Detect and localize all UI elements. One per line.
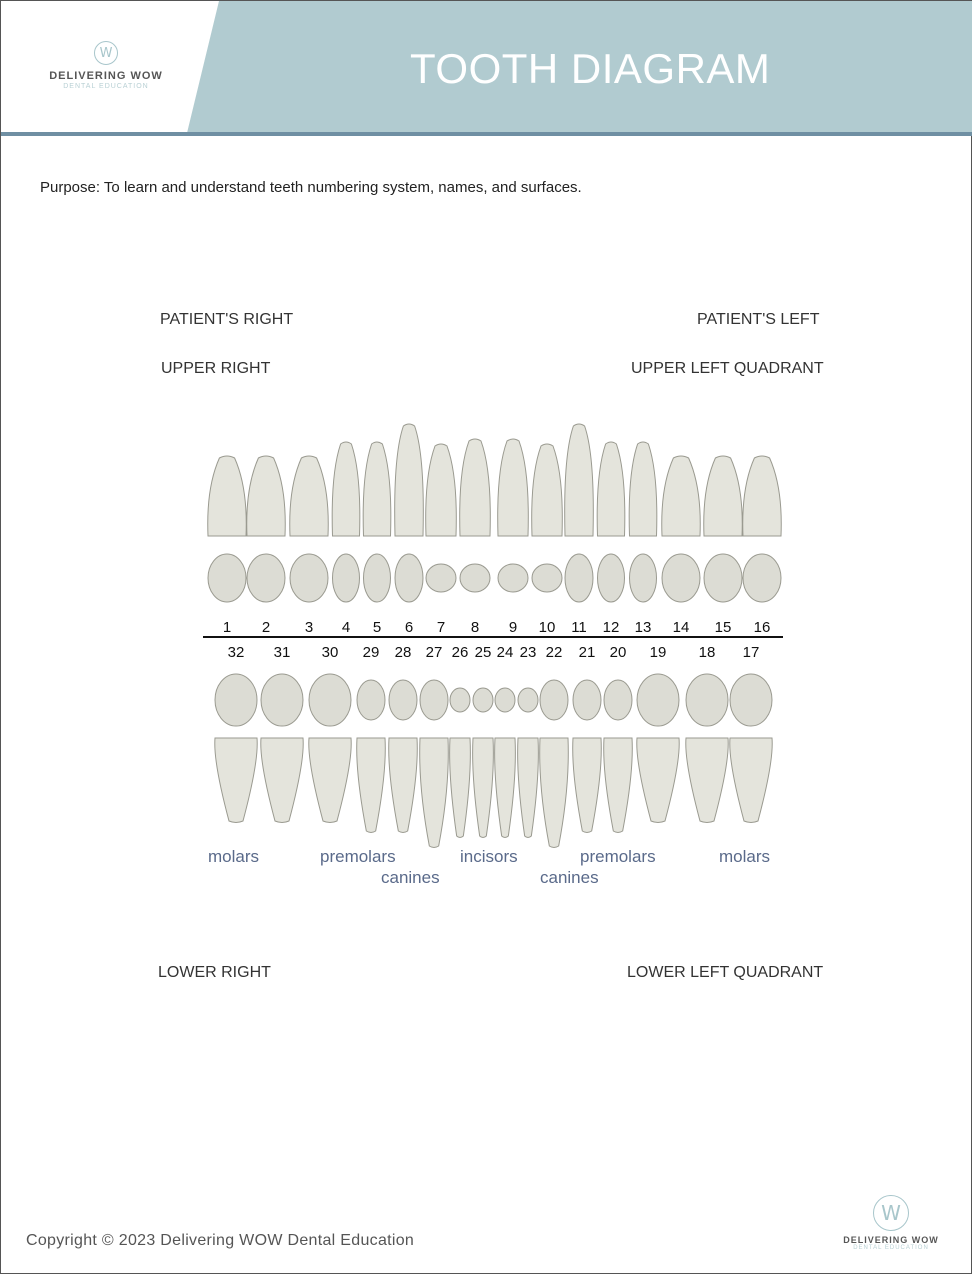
upper-left-label: UPPER LEFT QUADRANT [631,360,824,377]
tooth-24 [495,644,516,838]
tooth-number: 26 [451,644,469,661]
tooth-2 [247,456,286,636]
tooth-number: 25 [474,644,492,661]
tooth-number: 15 [714,619,732,636]
logo-w-icon: W [873,1195,909,1231]
tooth-25 [473,644,494,838]
label-canines-left: canines [540,868,599,887]
logo-sub: DENTAL EDUCATION [63,83,149,90]
tooth-number: 2 [261,619,271,636]
tooth-number: 28 [394,644,412,661]
tooth-17 [730,644,772,823]
tooth-number: 23 [519,644,537,661]
logo-sub: DENTAL EDUCATION [853,1245,929,1251]
tooth-number: 13 [634,619,652,636]
tooth-number: 11 [571,619,587,636]
header-rule [1,132,972,136]
tooth-number: 3 [304,619,314,636]
tooth-3 [290,456,329,636]
tooth-12 [597,442,625,636]
tooth-20 [604,644,633,833]
tooth-19 [637,644,679,823]
label-canines-right: canines [381,868,440,887]
tooth-number: 19 [649,644,667,661]
tooth-6 [395,424,424,636]
tooth-number: 29 [362,644,380,661]
upper-right-label: UPPER RIGHT [161,360,271,377]
tooth-9 [498,439,529,636]
tooth-31 [261,644,303,823]
page-title: TOOTH DIAGRAM [410,45,771,92]
tooth-8 [460,439,491,636]
tooth-22 [540,644,569,848]
patient-left-label: PATIENT'S LEFT [697,311,820,328]
tooth-number: 14 [672,619,690,636]
header-logo [41,41,171,90]
tooth-4 [332,442,360,636]
tooth-number: 5 [372,619,382,636]
label-molars-left: molars [719,847,771,866]
lower-left-label: LOWER LEFT QUADRANT [627,964,824,981]
lower-right-label: LOWER RIGHT [158,964,271,981]
tooth-13 [629,442,657,636]
tooth-number: 6 [404,619,414,636]
tooth-number: 7 [436,619,446,636]
tooth-number: 16 [753,619,771,636]
tooth-28 [389,644,418,833]
logo-name: DELIVERING WOW [49,70,163,82]
patient-right-label: PATIENT'S RIGHT [160,311,294,328]
tooth-14 [662,456,701,636]
logo-w-icon: W [94,41,118,65]
tooth-27 [420,644,449,848]
logo-name: DELIVERING WOW [843,1235,939,1245]
tooth-number: 24 [496,644,514,661]
label-molars-right: molars [208,847,260,866]
tooth-16 [743,456,782,636]
tooth-number: 21 [578,644,596,661]
tooth-number: 18 [698,644,716,661]
tooth-number: 32 [227,644,245,661]
tooth-18 [686,644,728,823]
tooth-diagram [196,416,796,856]
tooth-number: 1 [222,619,232,636]
tooth-number: 22 [545,644,563,661]
tooth-7 [426,444,457,636]
tooth-5 [363,442,391,636]
label-premolars-right: premolars [320,847,396,866]
tooth-number: 4 [341,619,351,636]
tooth-29 [357,644,386,833]
tooth-number: 27 [425,644,443,661]
tooth-number: 31 [273,644,291,661]
tooth-23 [518,644,539,838]
tooth-30 [309,644,351,823]
footer-logo [839,1195,943,1251]
tooth-number: 10 [538,619,556,636]
tooth-number: 30 [321,644,339,661]
tooth-number: 17 [742,644,760,661]
label-premolars-left: premolars [580,847,656,866]
tooth-1 [208,456,247,636]
header [1,1,972,135]
tooth-number: 9 [508,619,518,636]
tooth-21 [573,644,602,833]
tooth-11 [565,424,594,636]
tooth-number: 20 [609,644,627,661]
tooth-number: 12 [602,619,620,636]
tooth-10 [532,444,563,636]
label-incisors: incisors [460,847,518,866]
tooth-32 [215,644,257,823]
tooth-number: 8 [470,619,480,636]
purpose-text: Purpose: To learn and understand teeth numbering system, names, and surfaces. [40,179,582,196]
copyright: Copyright © 2023 Delivering WOW Dental Education [26,1232,415,1249]
tooth-26 [450,644,471,838]
tooth-15 [704,456,743,636]
